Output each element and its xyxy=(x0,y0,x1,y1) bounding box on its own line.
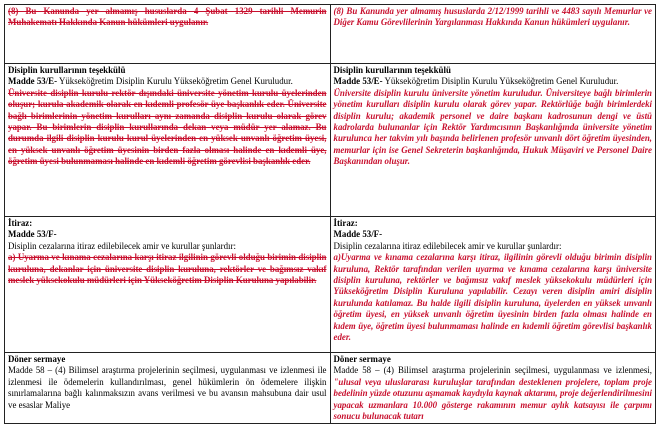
added-text: "ulusal veya uluslararası kuruluşlar tarafından desteklenen projelere, toplam proje bedelinin yüzde otuzunu aşmamak kaydıyla kaynak aktarımı, proje değerlendirilmesini yapacak uzmanlara 10.000 gösterge rakamının memur aylık katsayısı ile çarpımı sonucu bulunacak tutarı xyxy=(333,376,652,422)
new-law-cell xyxy=(330,217,656,353)
section-heading: İtiraz: xyxy=(333,218,358,228)
article-intro: Yükseköğretim Disiplin Kurulu Yükseköğretim Genel Kuruludur. xyxy=(57,76,293,87)
section-heading: Disiplin kurullarının teşekkülü xyxy=(333,65,451,75)
added-text: (8) Bu Kanunda yer almamış hususlarda 2/12/1999 tarihli ve 4483 sayılı Memurlar ve Diğer Kamu Görevlilerinin Yargılanması Hakkında Kanun hükümleri uygulanır. xyxy=(333,6,652,28)
deleted-text: a) Uyarma ve kınama cezalarına karşı itiraz ilgilinin görevli olduğu birimin disiplin kuruluna, dekanlar için üniversite disiplin kuruluna, rektörler ve bağımsız vakıf meslek yüksekokulu müdürleri için Yükseköğretim Disiplin Kuruluna yapılabilir. xyxy=(8,252,327,286)
new-law-cell xyxy=(330,5,656,64)
section-heading: Disiplin kurullarının teşekkülü xyxy=(8,65,126,75)
deleted-text: (8) Bu Kanunda yer almamış hususlarda 4 Şubat 1329 tarihli Memurin Muhakematı Hakkında Kanun hükümleri uygulanır. xyxy=(8,6,327,28)
old-law-cell xyxy=(5,64,331,217)
section-heading: İtiraz: xyxy=(8,218,33,228)
article-text: Madde 58 – (4) Bilimsel araştırma projelerinin seçilmesi, uygulanması ve izlenmesi ile izlenmesi ile ödemelerin kullandırılması, genel hükümlerin ön ödemelere ilişkin sınırlamalarına bağlı kalınmaksızın avans verilmesi ve bu avansın mahsubuna dair usul ve esaslar Maliye xyxy=(8,365,327,410)
old-law-cell xyxy=(5,353,331,424)
article-number: Madde 53/E- xyxy=(8,76,58,87)
new-law-cell xyxy=(330,353,656,424)
table-row xyxy=(5,64,656,217)
article-intro: Yükseköğretim Disiplin Kurulu Yükseköğretim Genel Kuruludur. xyxy=(382,76,619,87)
table-row xyxy=(5,5,656,64)
section-heading: Döner sermaye xyxy=(333,354,391,364)
old-law-cell xyxy=(5,217,331,353)
article-number: Madde 53/E- xyxy=(333,76,383,87)
article-number: Madde 53/F- xyxy=(8,229,57,240)
article-intro: Disiplin cezalarına itiraz edilebilecek amir ve kurullar şunlardır: xyxy=(333,240,562,251)
section-heading: Döner sermaye xyxy=(8,354,66,364)
article-text: Madde 58 – (4) Bilimsel araştırma projelerinin seçilmesi, uygulanması ve izlenmesi, xyxy=(333,365,652,376)
added-text: Üniversite disiplin kurulu üniversite yönetim kuruludur. Üniversiteye bağlı birimlerin yönetim kurulları disiplin kurulu olarak görev yapar. Rektörlüğe bağlı birimlerdeki disiplin kurulu; akademik personel ve daire başkanı kadrosunun dengi ve üstü kadrolarda bulunanlar için Rektör Yardımcısının Başkanlığında üniversite yönetim kurulunca her takvim yılı başında belirlenen profesör unvanlı dört öğretim üyesinden, memurlar için ise Genel Sekreterin başkanlığında, Hukuk Müşaviri ve Personel Daire Başkanından oluşur. xyxy=(333,87,652,167)
deleted-text: Üniversite disiplin kurulu rektör dışındaki üniversite yönetim kurulu üyelerinden oluşur; kurula akademik olarak en kıdemli profesör üye başkanlık eder. Üniversite bağlı birimlerinin yönetim kurulları aynı zamanda disiplin kurulu olarak görev yapar. Bu birimlerin disiplin kurullarında dekan veya müdür yer alamaz. Bu durumda ilgili disiplin kurulu kurul üyelerinden en yüksek unvanlı öğretim üyesi, en yüksek unvanlı öğretim üyesinin birden fazla olması halinde en kıdemli üye, öğretim üyesi bulunmaması halinde en kıdemli öğretim görevlisi başkanlık eder. xyxy=(8,87,327,167)
article-intro: Disiplin cezalarına itiraz edilebilecek amir ve kurullar şunlardır: xyxy=(8,240,236,251)
article-number: Madde 53/F- xyxy=(333,229,383,240)
new-law-cell xyxy=(330,64,656,217)
table-row xyxy=(5,217,656,353)
comparison-table xyxy=(4,4,656,424)
old-law-cell xyxy=(5,5,331,64)
added-text: a)Uyarma ve kınama cezalarına karşı itiraz, ilgilinin görevli olduğu birimin disiplin kuruluna, Rektör tarafından verilen uyarma ve kınama cezalarına karşı üniversite disiplin kuruluna, rektörler ve bağımsız vakıf meslek yüksekokulu müdürleri için Yükseköğretim Disiplin Kuruluna yapılabilir. Cezayı veren disiplin amiri disiplin kurulunda katılamaz. Bu halde ilgili disiplin kuruluna, üyelerden en yüksek unvanlı öğretim üyesi, en yüksek unvanlı öğretim üyesinin birden fazla olması halinde en kıdem üye, öğretim üyesi bulunmaması halinde en kıdemli öğretim görevlisi başkanlık eder. xyxy=(333,252,652,343)
table-row xyxy=(5,353,656,424)
